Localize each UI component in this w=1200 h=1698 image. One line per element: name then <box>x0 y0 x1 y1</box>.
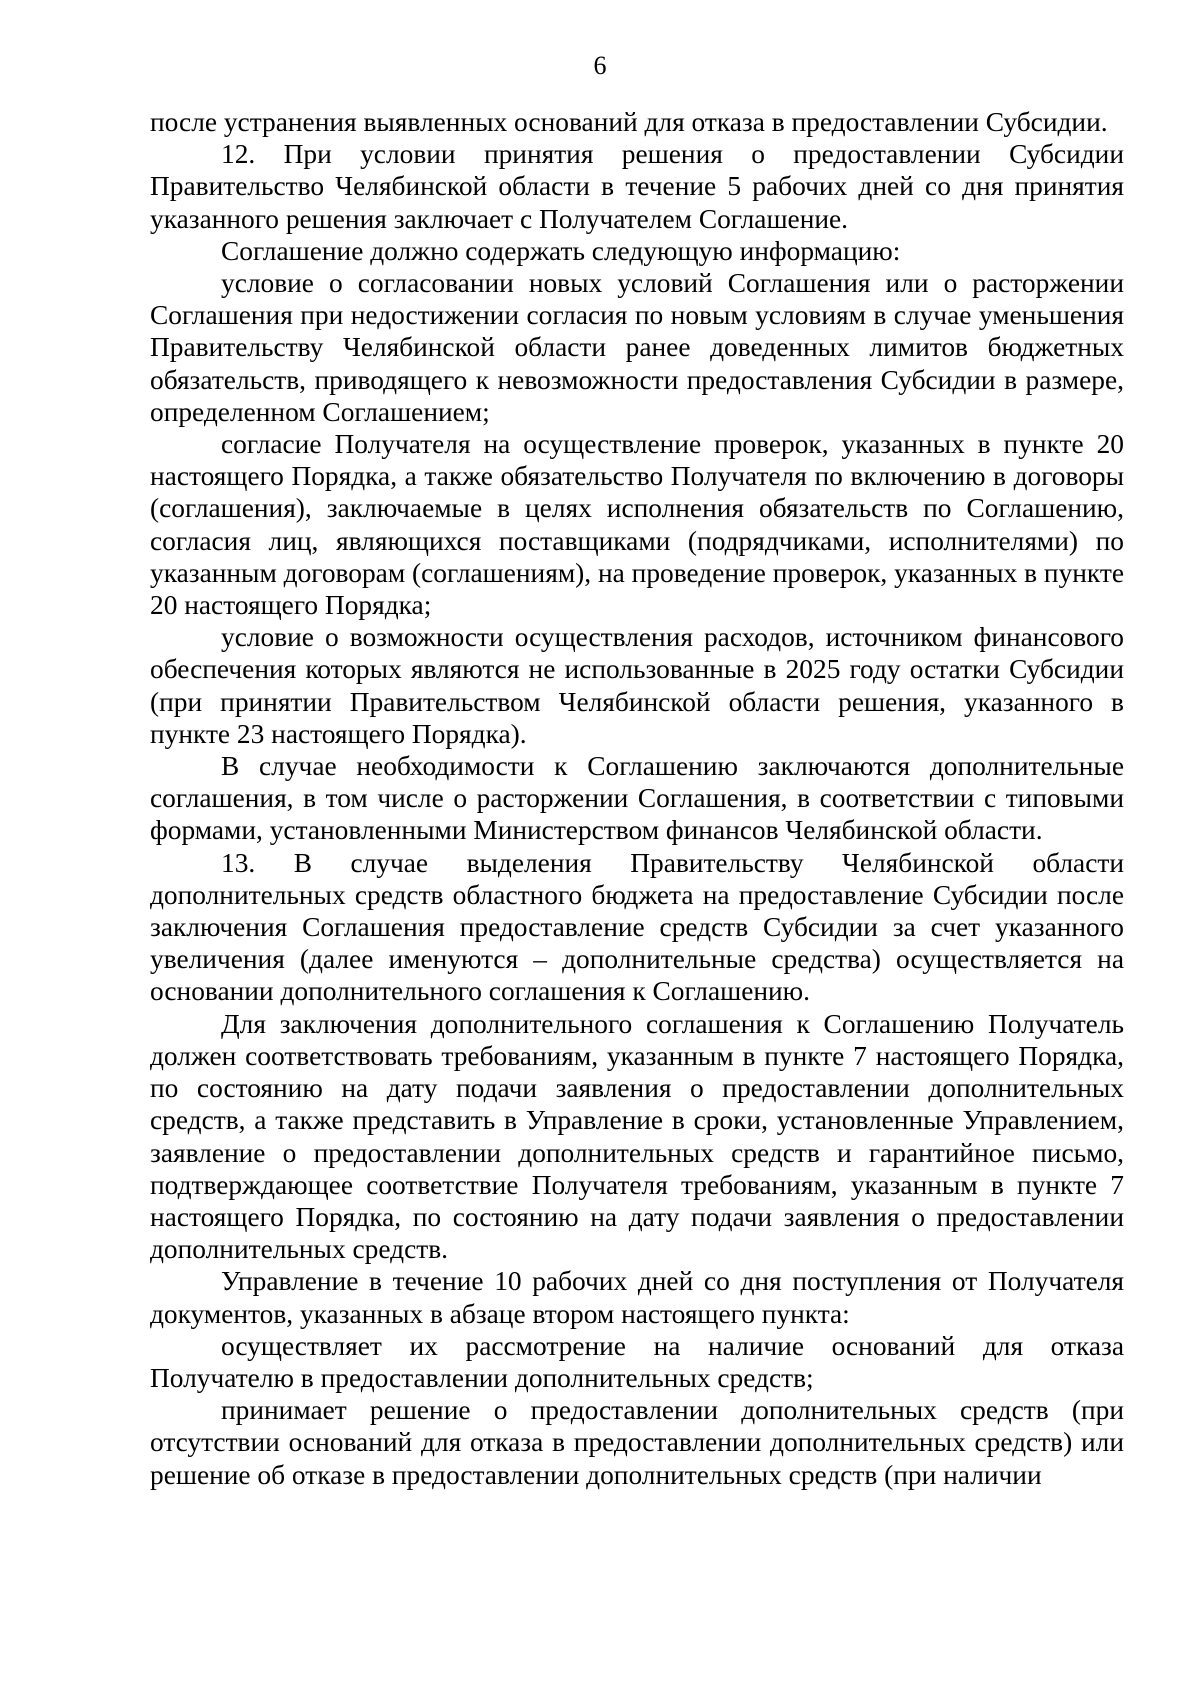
paragraph-condition-new-terms: условие о согласовании новых условий Соглашения или о расторжении Соглашения при недостижении согласия по новым условиям в случае уменьшения Правительству Челябинской области ранее доведенных лимитов бюджетных обязательств, приводящего к невозможности предоставления Субсидии в размере, определенном Соглашением; <box>150 268 1124 427</box>
paragraph-continuation: после устранения выявленных оснований для отказа в предоставлении Субсидии. <box>150 107 1108 137</box>
paragraph-item-13: 13. В случае выделения Правительству Челябинской области дополнительных средств областного бюджета на предоставление Субсидии после заключения Соглашения предоставление средств Субсидии за счет указанного увеличения (далее именуются – дополнительные средства) осуществляется на основании дополнительного соглашения к Соглашению. <box>150 847 1124 1007</box>
paragraph-condition-remaining-funds: условие о возможности осуществления расходов, источником финансового обеспечения которых являются не использованные в 2025 году остатки Субсидии (при принятии Правительством Челябинской области решения, указанного в пункте 23 настоящего Порядка). <box>150 622 1124 749</box>
paragraph-additional-agreements: В случае необходимости к Соглашению заключаются дополнительные соглашения, в том числе о расторжении Соглашения, в соответствии с типовыми формами, установленными Министерством финансов Челябинской области. <box>150 751 1124 846</box>
paragraph-agreement-content-intro: Соглашение должно содержать следующую информацию: <box>221 235 901 266</box>
document-body <box>150 106 1124 1491</box>
paragraph-additional-agreement-requirements: Для заключения дополнительного соглашения к Соглашению Получатель должен соответствовать требованиям, указанным в пункте 7 настоящего Порядка, по состоянию на дату подачи заявления о предоставлении дополнительных средств, а также представить в Управление в сроки, установленные Управлением, заявление о предоставлении дополнительных средств и гарантийное письмо, подтверждающее соответствие Получателя требованиям, указанным в пункте 7 настоящего Порядка, по состоянию на дату подачи заявления о предоставлении дополнительных средств. <box>150 1008 1124 1265</box>
paragraph-review-grounds: осуществляет их рассмотрение на наличие оснований для отказа Получателю в предоставлении дополнительных средств; <box>150 1330 1124 1393</box>
paragraph-department-review-period: Управление в течение 10 рабочих дней со дня поступления от Получателя документов, указанных в абзаце втором настоящего пункта: <box>150 1266 1124 1329</box>
paragraph-item-12: 12. При условии принятия решения о предоставлении Субсидии Правительство Челябинской области в течение 5 рабочих дней со дня принятия указанного решения заключает с Получателем Соглашение. <box>150 139 1124 234</box>
paragraph-decision: принимает решение о предоставлении дополнительных средств (при отсутствии оснований для отказа в предоставлении дополнительных средств) или решение об отказе в предоставлении дополнительных средств (при наличии <box>150 1395 1124 1490</box>
page-number: 6 <box>593 51 607 80</box>
paragraph-consent-inspections: согласие Получателя на осуществление проверок, указанных в пункте 20 настоящего Порядка, а также обязательство Получателя по включению в договоры (соглашения), заключаемые в целях исполнения обязательств по Соглашению, согласия лиц, являющихся поставщиками (подрядчиками, исполнителями) по указанным договорам (соглашениям), на проведение проверок, указанных в пункте 20 настоящего Порядка; <box>150 429 1124 621</box>
